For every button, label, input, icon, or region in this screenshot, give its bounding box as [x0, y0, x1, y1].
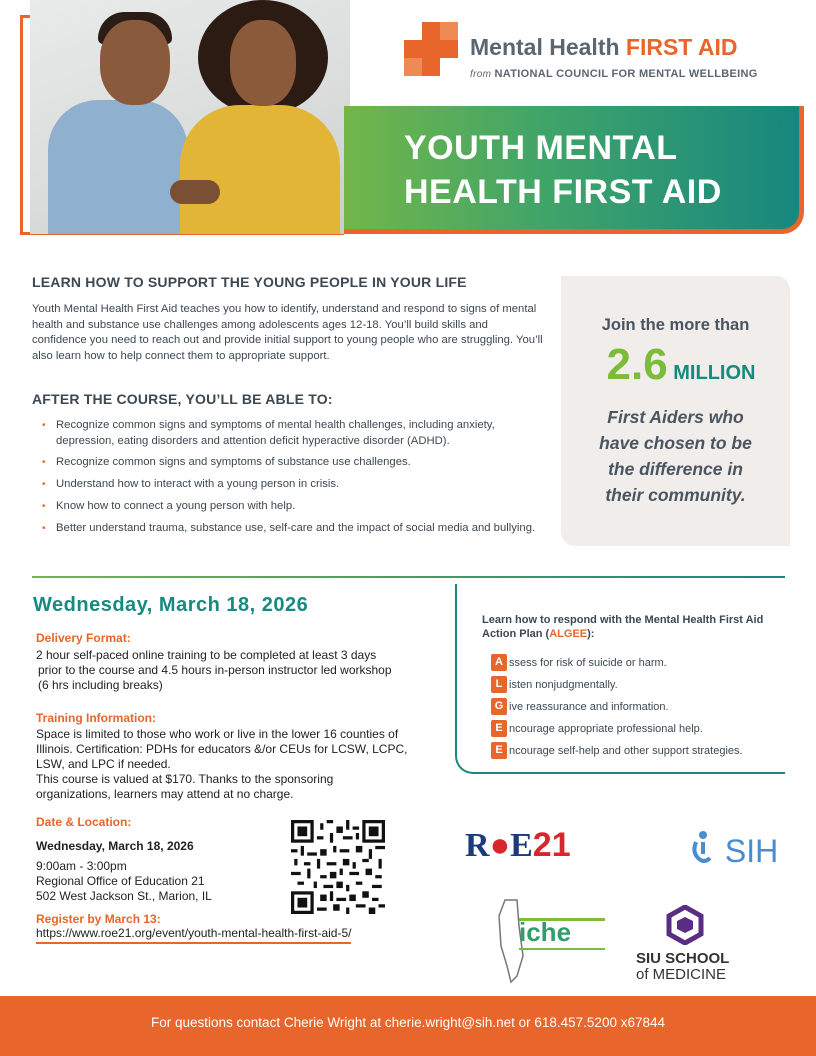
stats-callout: [561, 276, 790, 546]
roe21-logo: R●E21: [465, 826, 571, 864]
outcomes-list: [42, 418, 552, 543]
algee-letter: L: [491, 676, 507, 693]
callout-number: 2.6 MILLION: [606, 340, 756, 389]
mhfa-logo: [404, 22, 794, 84]
sih-mark-icon: [690, 830, 716, 866]
bullet-icon: •: [42, 420, 46, 431]
siu-mark-icon: [666, 905, 704, 945]
svg-text:iche: iche: [519, 917, 572, 947]
algee-heading: Learn how to respond with the Mental Health First Aid Action Plan (ALGEE):: [482, 614, 764, 640]
hero-photo: [30, 0, 350, 234]
list-item: E ncourage appropriate professional help.: [491, 720, 787, 742]
siu-name: SIU SCHOOL of MEDICINE: [636, 950, 730, 983]
algee-list: [491, 654, 787, 764]
section-divider: [32, 576, 785, 578]
qr-code[interactable]: [291, 820, 385, 914]
sih-logo: SIH: [690, 830, 778, 870]
list-item: L isten nonjudgmentally.: [491, 676, 787, 698]
location-details: 9:00am - 3:00pm Regional Office of Education 21 502 West Jackson St., Marion, IL: [36, 859, 212, 903]
list-item: A ssess for risk of suicide or harm.: [491, 654, 787, 676]
register-label: Register by March 13:: [36, 912, 161, 926]
footer-contact: For questions contact Cherie Wright at cherie.wright@sih.net or 618.457.5200 x67844: [151, 1015, 665, 1030]
list-item: • Recognize common signs and symptoms of mental health challenges, including anxiety, depression, eating disorders and attention deficit hyperactive disorder (ADHD).: [42, 419, 495, 447]
register-link[interactable]: https://www.roe21.org/event/youth-mental-health-first-aid-5/: [36, 926, 351, 944]
apple-icon: ●: [489, 826, 511, 864]
after-heading: AFTER THE COURSE, YOU’LL BE ABLE TO:: [32, 391, 333, 407]
siu-logo: [636, 905, 756, 985]
location-day: Wednesday, March 18, 2026: [36, 839, 194, 853]
list-item: • Know how to connect a young person with help.: [42, 499, 552, 515]
bullet-icon: •: [42, 523, 46, 535]
callout-tagline: First Aiders who have chosen to be the difference in their community.: [599, 407, 752, 505]
algee-letter: G: [491, 698, 507, 715]
iche-logo: [497, 896, 607, 986]
intro-paragraph: Youth Mental Health First Aid teaches you how to identify, understand and respond to signs of mental health and substance use challenges among adolescents ages 12-18. You’ll build skills and confidence you need to reach out and provide initial support to young people who are struggling. You’ll also learn how to help connect them to appropriate support.: [32, 303, 543, 363]
training-label: Training Information:: [36, 711, 156, 725]
callout-intro: Join the more than: [601, 316, 750, 334]
event-date-heading: Wednesday, March 18, 2026: [33, 594, 309, 616]
footer: [0, 996, 816, 1056]
list-item: G ive reassurance and information.: [491, 698, 787, 720]
bullet-icon: •: [42, 501, 46, 513]
title-banner: [344, 106, 804, 234]
list-item: E ncourage self-help and other support strategies.: [491, 742, 787, 764]
date-location-label: Date & Location:: [36, 815, 132, 829]
bullet-icon: •: [42, 479, 46, 491]
list-item: • Recognize common signs and symptoms of substance use challenges.: [42, 455, 552, 471]
mhfa-cross-icon: [404, 22, 458, 76]
algee-letter: E: [491, 742, 507, 759]
list-item: • Better understand trauma, substance use, self-care and the impact of social media and bullying.: [42, 521, 552, 537]
logo-title: Mental Health FIRST AID: [470, 34, 738, 60]
algee-letter: A: [491, 654, 507, 671]
algee-box: [455, 584, 785, 774]
bullet-icon: •: [42, 457, 46, 469]
intro-heading: LEARN HOW TO SUPPORT THE YOUNG PEOPLE IN YOUR LIFE: [32, 274, 467, 290]
training-text: Space is limited to those who work or live in the lower 16 counties of Illinois. Certification: PDHs for educators &/or CEUs for LCSW, LCPC, LSW, and LPC if needed. This course is valued at $170. Thanks to the sponsoring organizations, learners may attend at no charge.: [36, 727, 408, 801]
page-title: YOUTH MENTAL HEALTH FIRST AID: [404, 129, 722, 211]
algee-letter: E: [491, 720, 507, 737]
list-item: • Understand how to interact with a young person in crisis.: [42, 477, 552, 493]
logo-subtitle: from NATIONAL COUNCIL FOR MENTAL WELLBEING: [470, 68, 758, 80]
delivery-label: Delivery Format:: [36, 631, 131, 645]
delivery-text: 2 hour self-paced online training to be completed at least 3 days prior to the course and 4.5 hours in-person instructor led workshop (6 hrs including breaks): [36, 648, 392, 692]
